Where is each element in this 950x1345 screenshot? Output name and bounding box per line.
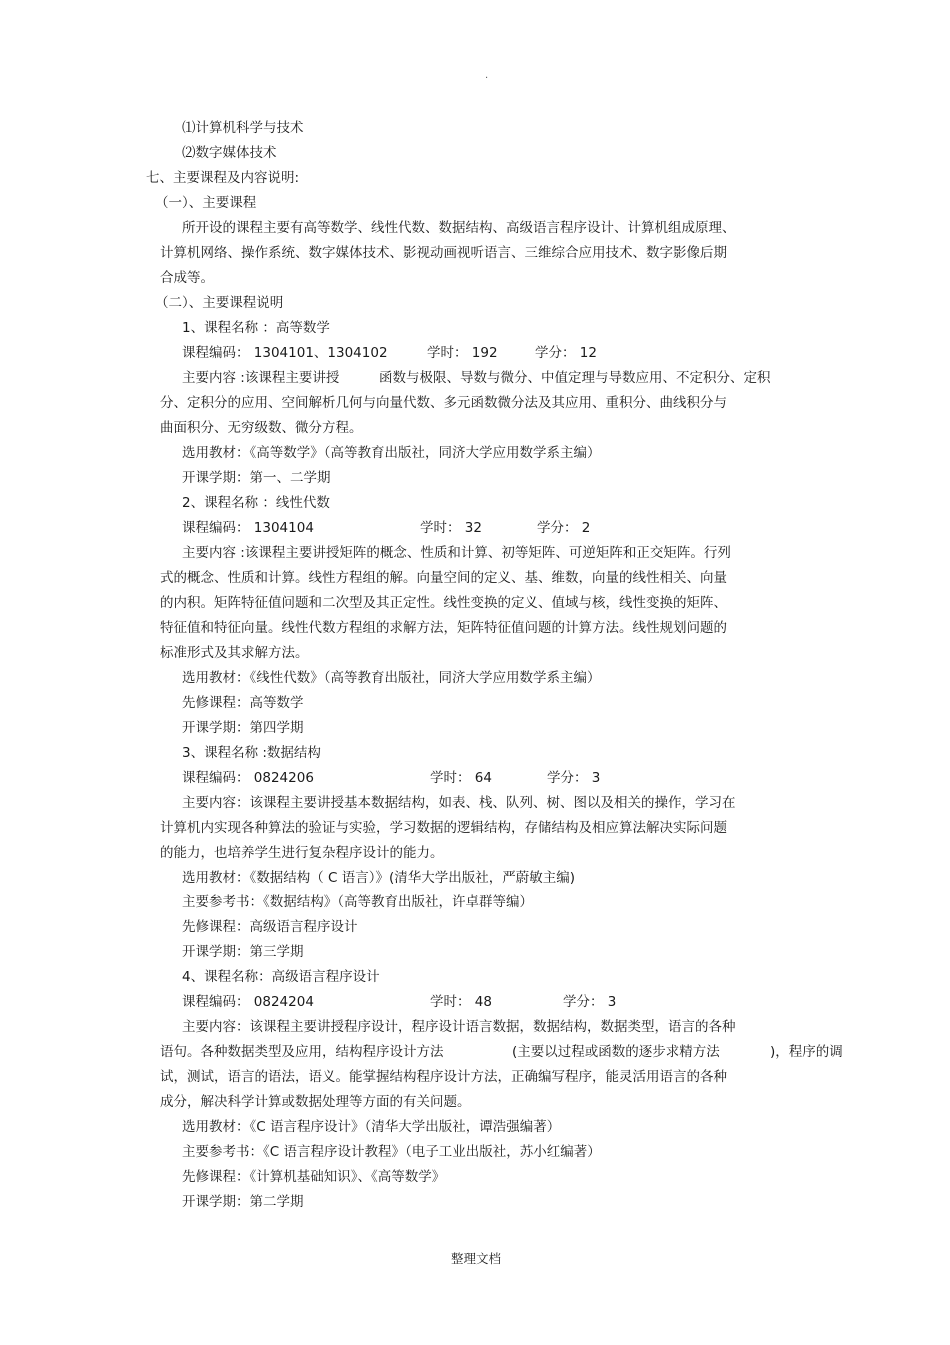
course-1-textbook: 选用教材：《高等数学》（高等教育出版社，同济大学应用数学系主编）: [182, 445, 601, 461]
course-1-hours: 学时： 192: [427, 345, 498, 361]
major-item-1: ⑴计算机科学与技术: [182, 120, 304, 136]
course-1-code: 课程编码： 1304101、1304102: [182, 345, 388, 361]
course-3-prereq: 先修课程：高级语言程序设计: [182, 919, 358, 935]
course-1-content-line-1b: 函数与极限、导数与微分、中值定理与导数应用、不定积分、定积: [379, 370, 771, 386]
course-4-term: 开课学期：第二学期: [182, 1194, 304, 1210]
course-4-prereq: 先修课程：《计算机基础知识》、《高等数学》: [182, 1169, 446, 1185]
section-heading-7: 七、主要课程及内容说明:: [146, 170, 300, 186]
course-1-content-line-2: 分、定积分的应用、空间解析几何与向量代数、多元函数微分法及其应用、重积分、曲线积分与: [160, 395, 727, 411]
course-3-code: 课程编码： 0824206: [182, 770, 314, 786]
course-1-content-line-1a: 主要内容 :该课程主要讲授: [182, 370, 340, 386]
course-4-content-line-1: 主要内容：该课程主要讲授程序设计，程序设计语言数据，数据结构，数据类型，语言的各种: [182, 1019, 736, 1035]
course-4-content-line-4: 成分，解决科学计算或数据处理等方面的有关问题。: [160, 1094, 471, 1110]
course-2-content-line-4: 特征值和特征向量。线性代数方程组的求解方法，矩阵特征值问题的计算方法。线性规划问题的: [160, 620, 727, 636]
courses-paragraph-line-1: 所开设的课程主要有高等数学、线性代数、数据结构、高级语言程序设计、计算机组成原理、: [182, 220, 736, 236]
course-4-content-line-2b: (主要以过程或函数的逐步求精方法: [512, 1044, 720, 1060]
course-4-hours: 学时： 48: [430, 994, 492, 1010]
course-3-content-line-3: 的能力，也培养学生进行复杂程序设计的能力。: [160, 845, 444, 861]
course-1-term: 开课学期：第一、二学期: [182, 470, 331, 486]
course-3-content-line-1: 主要内容：该课程主要讲授基本数据结构，如表、栈、队列、树、图以及相关的操作，学习在: [182, 795, 736, 811]
subheading-course-descriptions: （二）、主要课程说明: [155, 295, 284, 311]
course-4-content-line-2c: )，程序的调: [770, 1044, 843, 1060]
course-3-reference: 主要参考书：《数据结构》（高等教育出版社，许卓群等编）: [182, 894, 533, 910]
course-3-hours: 学时： 64: [430, 770, 492, 786]
course-2-content-line-3: 的内积。矩阵特征值问题和二次型及其正定性。线性变换的定义、值域与核，线性变换的矩阵、: [160, 595, 727, 611]
course-3-term: 开课学期：第三学期: [182, 944, 304, 960]
course-2-name: 2、课程名称 ：线性代数: [182, 495, 330, 511]
course-2-hours: 学时： 32: [420, 520, 482, 536]
course-2-prereq: 先修课程：高等数学: [182, 695, 304, 711]
major-item-2: ⑵数字媒体技术: [182, 145, 277, 161]
course-2-code: 课程编码： 1304104: [182, 520, 314, 536]
course-2-content-line-1: 主要内容 :该课程主要讲授矩阵的概念、性质和计算、初等矩阵、可逆矩阵和正交矩阵。行列: [182, 545, 731, 561]
course-2-term: 开课学期：第四学期: [182, 720, 304, 736]
course-4-code: 课程编码： 0824204: [182, 994, 314, 1010]
course-2-content-line-2: 式的概念、性质和计算。线性方程组的解。向量空间的定义、基、维数，向量的线性相关、向量: [160, 570, 727, 586]
course-4-reference: 主要参考书：《C 语言程序设计教程》（电子工业出版社，苏小红编著）: [182, 1144, 601, 1160]
page-footer: 整理文档: [451, 1251, 502, 1266]
course-3-textbook: 选用教材：《数据结构（ C 语言）》(清华大学出版社，严蔚敏主编): [182, 870, 576, 886]
course-2-credits: 学分： 2: [537, 520, 591, 536]
course-4-content-line-2a: 语句。各种数据类型及应用，结构程序设计方法: [160, 1044, 444, 1060]
courses-paragraph-line-3: 合成等。: [160, 270, 214, 286]
course-1-name: 1、课程名称 ：高等数学: [182, 320, 330, 336]
course-4-content-line-3: 试，测试，语言的语法，语义。能掌握结构程序设计方法，正确编写程序，能灵活用语言的各种: [160, 1069, 727, 1085]
course-2-textbook: 选用教材：《线性代数》（高等教育出版社，同济大学应用数学系主编）: [182, 670, 601, 686]
subheading-main-courses: （一）、主要课程: [155, 195, 257, 211]
course-1-content-line-3: 曲面积分、无穷级数、微分方程。: [160, 420, 363, 436]
course-4-credits: 学分： 3: [563, 994, 617, 1010]
course-3-name: 3、课程名称 :数据结构: [182, 745, 321, 761]
header-dot: .: [485, 70, 489, 81]
course-4-name: 4、课程名称：高级语言程序设计: [182, 969, 380, 985]
course-1-credits: 学分： 12: [535, 345, 597, 361]
course-2-content-line-5: 标准形式及其求解方法。: [160, 645, 309, 661]
course-3-credits: 学分： 3: [547, 770, 601, 786]
course-4-textbook: 选用教材：《C 语言程序设计》（清华大学出版社，谭浩强编著）: [182, 1119, 561, 1135]
course-3-content-line-2: 计算机内实现各种算法的验证与实验，学习数据的逻辑结构，存储结构及相应算法解决实际问题: [160, 820, 727, 836]
courses-paragraph-line-2: 计算机网络、操作系统、数字媒体技术、影视动画视听语言、三维综合应用技术、数字影像后期: [160, 245, 727, 261]
